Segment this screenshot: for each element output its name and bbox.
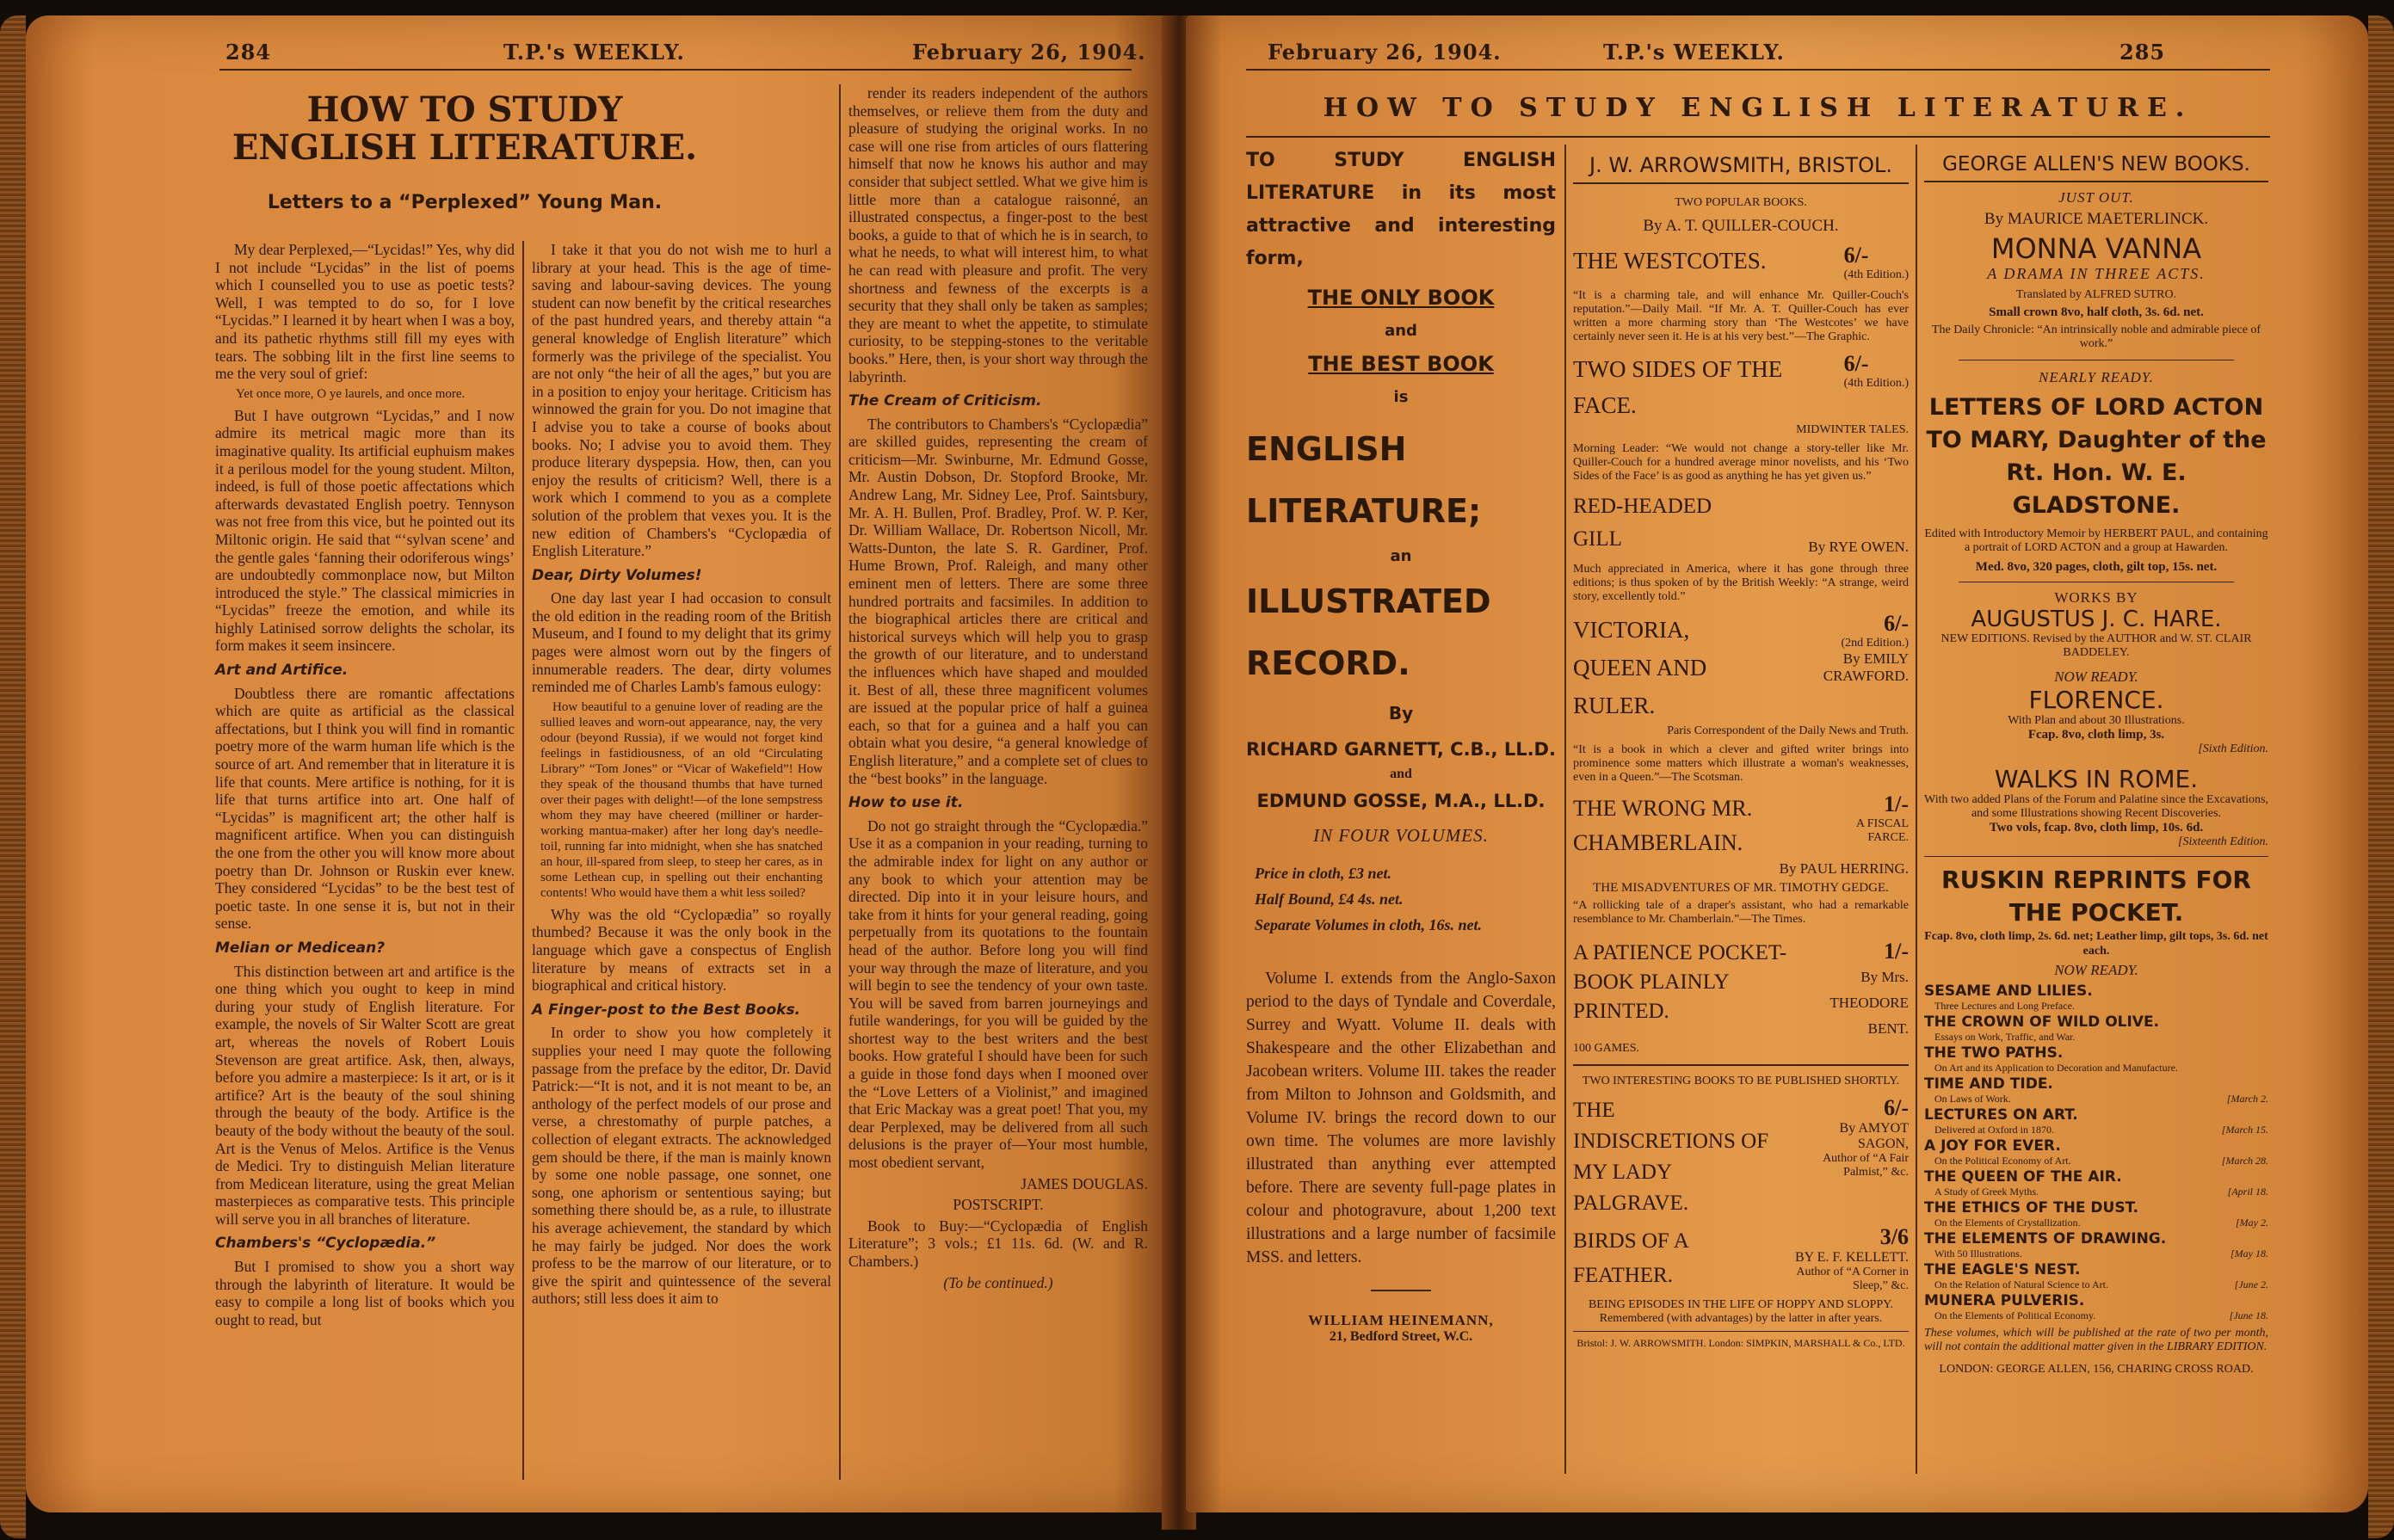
- author-note: Paris Correspondent of the Daily News and Truth.: [1667, 724, 1909, 737]
- book-price: 6/-: [1843, 243, 1869, 268]
- ruskin-date: [March 15.: [2221, 1124, 2268, 1136]
- review-quote: Morning Leader: “We would not change a story-teller like Mr. Quiller-Couch for a hundred average minor novelists, and his ‘Two Sides of the Face’ is as good as anything he has yet given us.”: [1573, 442, 1909, 483]
- book-price: 6/-: [1884, 611, 1909, 636]
- book-author: By Mrs. THEODORE BENT.: [1829, 969, 1909, 1037]
- book-author: By PAUL HERRING.: [1779, 860, 1909, 877]
- book-edge-right: [2368, 15, 2394, 1538]
- book-subtitle: THE MISADVENTURES OF MR. TIMOTHY GEDGE.: [1593, 881, 1889, 895]
- ruskin-date: [June 2.: [2234, 1278, 2268, 1291]
- by-maeterlinck: By MAURICE MAETERLINCK.: [1984, 210, 2209, 228]
- book-title-monna-vanna: MONNA VANNA: [1990, 232, 2202, 265]
- ruskin-title-item: [1924, 1230, 2268, 1260]
- ad-intro: TO STUDY ENGLISH LITERATURE in its most attractive and interesting form,: [1246, 150, 1556, 269]
- works-by: WORKS BY: [2054, 589, 2138, 606]
- paragraph: One day last year I had occasion to consult the old edition in the reading room of the British Museum, and I found to my delight that its grimy pages were almost worn out by the fingers of innumerable readers. The dear, dirty volumes reminded me of Charles Lamb's famous eulogy:: [532, 589, 831, 696]
- author-hare: AUGUSTUS J. C. HARE.: [1971, 607, 2222, 632]
- publisher-name: WILLIAM HEINEMANN,: [1308, 1312, 1494, 1328]
- ad-title-line: ILLUSTRATED: [1246, 582, 1491, 620]
- ruskin-title: THE ELEMENTS OF DRAWING.: [1924, 1230, 2167, 1247]
- publisher-imprint: LONDON: GEORGE ALLEN, 156, CHARING CROSS ROAD.: [1939, 1363, 2254, 1376]
- book-description: BEING EPISODES IN THE LIFE OF HOPPY AND SLOPPY. Remembered (with advantages) by the latter in after years.: [1588, 1298, 1894, 1325]
- ruskin-date: [May 2.: [2236, 1217, 2268, 1229]
- now-ready: NOW READY.: [2054, 962, 2138, 978]
- ad-head: J. W. ARROWSMITH, BRISTOL.: [1589, 153, 1892, 177]
- book-title: RED-HEADED GILL: [1573, 495, 1712, 551]
- farce-note: A FISCAL FARCE.: [1855, 817, 1909, 844]
- ruskin-subtitle: On the Elements of Political Economy.: [1934, 1309, 2096, 1321]
- ruskin-title: THE CROWN OF WILD OLIVE.: [1924, 1013, 2160, 1031]
- paragraph: The contributors to Chambers's “Cyclopædia” are skilled guides, representing the cream of criticism—Mr. Swinburne, Mr. Edmund Gosse, Mr. Austin Dobson, Dr. Stopford Brooke, Mr. Andrew Lang, Mr. Sidney Lee, Prof. Saintsbury, Mr. A. H. Bullen, Prof. Bradley, Prof. W. P. Ker, Dr. William Wallace, Dr. Robertson Nicoll, Mr. Watts-Dunton, the late S. R. Gardiner, Prof. Hume Brown, Prof. Raleigh, and many other eminent men of letters. There are some three hundred portraits and facsimiles. In addition to the biographical articles there are critical and historical surveys which will help you to grasp the growth of our literature, and to understand the influences which have shaped and moulded it. Best of all, these three magnificent volumes are issued at the popular price of half a guinea each, so that for a guinea and a half you can obtain what you desire, “a general knowledge of English literature,” and a complete set of clues to the “best books” in the language.: [848, 415, 1148, 787]
- translator: Translated by ALFRED SUTRO.: [2015, 288, 2177, 301]
- article-headline: HOW TO STUDY ENGLISH LITERATURE.: [231, 89, 698, 168]
- and-word: and: [1390, 767, 1412, 781]
- ruskin-title-item: [1924, 1075, 2268, 1105]
- price-line: Price in cloth, £3 net.: [1255, 865, 1391, 882]
- book-title: TWO SIDES OF THE FACE.: [1573, 356, 1783, 418]
- ruskin-title-item: [1924, 1013, 2268, 1043]
- book-title: THE WRONG MR. CHAMBERLAIN.: [1573, 796, 1753, 855]
- ad-body-text: Volume I. extends from the Anglo-Saxon period to the days of Tyndale and Coverdale, Surrey and Wyatt. Volume II. deals with Shakespeare and the other Elizabethan and Jacobean writers. Volume III. takes the reader from Milton to Johnson and Goldsmith, and Volume IV. brings the record down to our own time. The volumes are more lavishly illustrated than anything ever attempted before. There are seventy full-page plates in colour and photogravure, about 1,200 text illustrations and a large number of facsimile MSS. and letters.: [1246, 970, 1556, 1266]
- now-ready: NOW READY.: [2054, 668, 2138, 685]
- shortly-heading: TWO INTERESTING BOOKS TO BE PUBLISHED SHORTLY.: [1582, 1075, 1900, 1087]
- lamb-quotation: How beautiful to a genuine lover of reading are the sullied leaves and worn-out appearance, nay, the very odour (beyond Russia), if we would not forget kind feelings in fastidiousness, of an old “Circulating Library” “Tom Jones” or “Vicar of Wakefield”! How they speak of the thousand thumbs that have turned over their pages with delight!—of the lone sempstress whom they may have cheered (milliner or harder-working mantua-maker) after her long day's needle-toil, running far into midnight, when she has snatched an hour, ill-spared from sleep, to steep her cares, as in some Lethean cup, in spelling out their enchanting contents! Who would have them a whit less soiled?: [540, 699, 823, 900]
- format-line: Fcap. 8vo, cloth limp, 3s.: [2027, 728, 2165, 742]
- section-heading: The Cream of Criticism.: [848, 392, 1042, 410]
- ruskin-subtitle: Delivered at Oxford in 1870.: [1934, 1124, 2054, 1136]
- running-title: T.P.'s WEEKLY.: [503, 40, 685, 65]
- review-quote: “It is a book in which a clever and gifted writer brings into prominence some matters which illustrate a woman's weaknesses, even in a Queen.”—The Scotsman.: [1573, 743, 1909, 784]
- author-garnett: RICHARD GARNETT, C.B., LL.D.: [1246, 739, 1556, 760]
- book-price: 1/-: [1884, 792, 1909, 816]
- postscript-label: POSTSCRIPT.: [953, 1196, 1044, 1214]
- book-title-walks-in-rome: WALKS IN ROME.: [1994, 765, 2199, 793]
- page-number: 285: [2119, 40, 2166, 65]
- column-2: [532, 241, 831, 1480]
- by-word: By: [1388, 703, 1414, 724]
- review-quote: The Daily Chronicle: “An intrinsically noble and admirable piece of work.”: [1931, 323, 2261, 350]
- page-number: 284: [225, 40, 272, 65]
- ad-head: GEORGE ALLEN'S NEW BOOKS.: [1942, 153, 2250, 176]
- ruskin-title: THE QUEEN OF THE AIR.: [1924, 1168, 2122, 1186]
- author-note: Author of “A Fair Palmist,” &c.: [1823, 1152, 1909, 1179]
- column-divider: [1564, 145, 1566, 1474]
- column-divider: [1916, 145, 1917, 1474]
- book-title: A PATIENCE POCKET-BOOK PLAINLY PRINTED.: [1573, 941, 1787, 1023]
- section-heading: A Finger-post to the Best Books.: [532, 1001, 801, 1019]
- banner-rule: [1246, 136, 2270, 138]
- ruskin-title-list: [1924, 983, 2268, 1321]
- author-gosse: EDMUND GOSSE, M.A., LL.D.: [1256, 791, 1546, 811]
- is-word: is: [1393, 388, 1409, 406]
- review-quote: “A rollicking tale of a draper's assistant, who had a remarkable resemblance to Mr. Chamberlain.”—The Times.: [1573, 899, 1909, 926]
- book-title: BIRDS OF A FEATHER.: [1573, 1229, 1688, 1287]
- publisher-imprint: Bristol: J. W. ARROWSMITH. London: SIMPKIN, MARSHALL & Co., LTD.: [1576, 1337, 1905, 1349]
- volumes-note: IN FOUR VOLUMES.: [1313, 825, 1489, 846]
- section-heading: Melian or Medicean?: [215, 939, 386, 957]
- book-note: With Plan and about 30 Illustrations.: [2008, 714, 2185, 727]
- column-1: [215, 241, 515, 1480]
- ruskin-title-item: [1924, 1292, 2268, 1321]
- format-line: Small crown 8vo, half cloth, 3s. 6d. net.: [1989, 305, 2204, 319]
- book-author: By EMILY CRAWFORD.: [1823, 650, 1909, 684]
- paragraph: I take it that you do not wish me to hurl a library at your head. This is the age of time-saving and labour-saving devices. The young student can now benefit by the critical researches of the past hundred years, and thereby attain “a general knowledge of English literature” which formerly was the privilege of the specialist. You are not only “the heir of all the ages,” but you are in a position to enjoy your heritage. Criticism has winnowed the grain for you. Do not imagine that I advise you to take a course of books about books. No; I advise you to avoid them. They produce literary dyspepsia. How, then, can you enjoy the results of criticism? Well, there is a work which I commend to you as a complete solution of the problem that vexes you. It is the new edition of Chambers's “Cyclopædia of English Literature.”: [532, 241, 831, 560]
- edition-note: (4th Edition.): [1843, 268, 1909, 281]
- ruskin-title: THE ETHICS OF THE DUST.: [1924, 1199, 2139, 1217]
- verse-line: Yet once more, O ye laurels, and once more.: [236, 386, 466, 401]
- ruskin-title-item: [1924, 1106, 2268, 1136]
- ad-title-line: ENGLISH: [1246, 430, 1407, 468]
- book-title-acton-letters: LETTERS OF LORD ACTON TO MARY, Daughter of the Rt. Hon. W. E. GLADSTONE.: [1926, 394, 2267, 519]
- book-author: By RYE OWEN.: [1808, 539, 1909, 555]
- price-line: Separate Volumes in cloth, 16s. net.: [1255, 916, 1483, 933]
- and-word: and: [1385, 322, 1417, 340]
- book-note: With two added Plans of the Forum and Palatine since the Excavations, and some Illustrations showing Recent Discoveries.: [1924, 793, 2268, 820]
- paragraph: This distinction between art and artifice is the one thing which you ought to keep in mind during your study of English literature. For example, the novels of Sir Walter Scott are great art, whereas the novels of Robert Louis Stevenson are great artifice. Ask, then, always, before you admire a masterpiece: Is it art, or is it artifice? Art is the beauty of the soul shining through the beauty of the body. Artifice is the beauty of the body without the beauty of the soul. Art is the Venus of Melos. Artifice is the Venus de Medici. Try to distinguish Melian literature from Medicean literature, using the great Melian masterpieces as comparative tests. This principle will serve you in all branches of literature.: [215, 962, 515, 1228]
- best-book: THE BEST BOOK: [1308, 352, 1494, 376]
- open-book-spread: [0, 15, 2394, 1540]
- ruskin-title: MUNERA PULVERIS.: [1924, 1292, 2085, 1309]
- ruskin-title: TIME AND TIDE.: [1924, 1075, 2053, 1093]
- two-popular-books: TWO POPULAR BOOKS.: [1675, 196, 1807, 209]
- ruskin-title: THE TWO PATHS.: [1924, 1044, 2064, 1062]
- column-3: [848, 84, 1148, 1480]
- series-note: These volumes, which will be published at the rate of two per month, will not contain the additional matter given in the LIBRARY EDITION.: [1924, 1327, 2268, 1353]
- ruskin-reprints-heading: RUSKIN REPRINTS FOR THE POCKET.: [1941, 865, 2251, 927]
- book-price: 6/-: [1843, 351, 1869, 376]
- section-heading: Chambers's “Cyclopædia.”: [215, 1235, 436, 1253]
- editor-note: Edited with Introductory Memoir by HERBERT PAUL, and containing a portrait of LORD ACTON and a group at Hawarden.: [1924, 527, 2268, 554]
- left-page: [26, 15, 1170, 1512]
- ruskin-subtitle: On the Elements of Crystallization.: [1934, 1217, 2081, 1229]
- format-line: Two vols, fcap. 8vo, cloth limp, 10s. 6d.: [1989, 821, 2204, 835]
- continued-note: (To be continued.): [943, 1273, 1053, 1291]
- book-title: THE INDISCRETIONS OF MY LADY PALGRAVE.: [1573, 1099, 1769, 1215]
- book-edge-left: [0, 15, 26, 1538]
- ruskin-title: THE EAGLE'S NEST.: [1924, 1261, 2081, 1278]
- games-note: 100 GAMES.: [1573, 1042, 1640, 1055]
- paragraph: But I have outgrown “Lycidas,” and I now admire its metrical magic more than its imaginative quality. Its artificial euphuism makes it a perilous model for the young student. Milton, indeed, is full of those poetic affectations which afterwards devastated English poetry. Tennyson was not free from this vice, but he pointed out its Miltonic origin. He said that “‘sylvan scene’ and the gentle gales ‘fanning their odoriferous wings’ are undoubtedly commonplace now, but Milton introduced the style.” The classical mimicries in “Lycidas” freeze the emotion, and while its highly Latinised sorrow delights the scholar, its form makes it seem insincere.: [215, 406, 515, 655]
- review-quote: Much appreciated in America, where it has gone through three editions; is thus spoken of by the British Weekly: “A strange, weird story, excellently told.”: [1573, 563, 1909, 603]
- ruskin-subtitle: On the Political Economy of Art.: [1934, 1155, 2071, 1167]
- section-heading: Dear, Dirty Volumes!: [532, 566, 702, 584]
- advert-banner: HOW TO STUDY ENGLISH LITERATURE.: [1323, 93, 2193, 123]
- paragraph: Doubtless there are romantic affectations which are quite as artificial as the classical affectations, but I think you will find in romantic poetry more of the warm human life which is the source of art. And remember that in literature it is life that counts. Mere artifice is nothing, for it is life that turns artifice into art. One half of “Lycidas” is magnificent art; the other half is magnificent artifice. When you can distinguish the one from the other you will know more about poetry than Dr. Johnson or Ruskin ever knew. They considered “Lycidas” to be the best test of poetic taste. In one sense it is, but not in their sense.: [215, 684, 515, 933]
- paragraph: But I promised to show you a short way through the labyrinth of literature. It would be easy to compile a long list of books which you ought to read, but: [215, 1258, 515, 1328]
- ornament-rule: [1371, 1290, 1431, 1291]
- format-line: Med. 8vo, 320 pages, cloth, gilt top, 15s. net.: [1975, 560, 2218, 574]
- header-rule: [219, 69, 1132, 71]
- ruskin-subtitle: On the Relation of Natural Science to Art.: [1934, 1278, 2108, 1291]
- column-divider: [839, 84, 841, 1480]
- paragraph: In order to show you how completely it supplies your need I may quote the following passage from the preface by the editor, Dr. David Patrick:—“It is not, and it is not meant to be, an anthology of the perfect models of our prose and verse, a chrestomathy of purple patches, a collection of elegant extracts. The acknowledged gem should be there, if the man is mainly known by some one noble passage, one sonnet, one song, one aphorism or sententious saying; but something there should be, as a rule, to illustrate his average achievement, the standard by which he may fairly be judged. Nor does the work profess to be the marrow of our literature, or to give the spirit and quintessence of the several authors; still less does it aim to: [532, 1024, 831, 1308]
- header-rule: [1246, 69, 2270, 71]
- signature: JAMES DOUGLAS.: [1021, 1174, 1148, 1192]
- book-title: VICTORIA, QUEEN AND RULER.: [1573, 617, 1707, 718]
- article-subheadline: Letters to a “Perplexed” Young Man.: [267, 192, 663, 213]
- ruskin-title: SESAME AND LILIES.: [1924, 983, 2093, 1000]
- edition-note: [Sixth Edition.: [2198, 742, 2268, 755]
- heinemann-advert: [1246, 145, 1556, 1474]
- book-price: 1/-: [1884, 939, 1909, 964]
- book-subtitle: MIDWINTER TALES.: [1796, 423, 1909, 436]
- column-divider: [522, 241, 524, 1480]
- ruskin-subtitle: A Study of Greek Myths.: [1934, 1186, 2039, 1198]
- paragraph: My dear Perplexed,—“Lycidas!” Yes, why did I not include “Lycidas” in the list of poems which I counselled you to use as poetic tests? Well, I was tempted to do so, for I love “Lycidas.” I learned it by heart when I was a boy, and its pathetic rhythms still fill my eyes with tears. The sobbing lilt in the first line seems to me the very soul of grief:: [215, 241, 515, 383]
- ruskin-title: LECTURES ON ART.: [1924, 1106, 2078, 1124]
- ad-title-line: LITERATURE;: [1246, 492, 1482, 530]
- just-out: JUST OUT.: [2058, 189, 2134, 206]
- edition-note: [Sixteenth Edition.: [2178, 835, 2268, 848]
- ruskin-subtitle: Essays on Work, Traffic, and War.: [1934, 1031, 2076, 1043]
- book-price: 6/-: [1884, 1095, 1909, 1120]
- nearly-ready: NEARLY READY.: [2039, 369, 2154, 385]
- drama-note: A DRAMA IN THREE ACTS.: [1987, 265, 2206, 282]
- ruskin-subtitle: On Laws of Work.: [1934, 1093, 2011, 1105]
- author-note: Author of “A Corner in Sleep,” &c.: [1796, 1266, 1909, 1292]
- ruskin-subtitle: Three Lectures and Long Preface.: [1934, 1000, 2075, 1012]
- ruskin-subtitle: On Art and its Application to Decoration and Manufacture.: [1934, 1062, 2178, 1074]
- ruskin-date: [March 28.: [2221, 1155, 2268, 1167]
- paragraph: Why was the old “Cyclopædia” so royally thumbed? Because it was the only book in the language which gave a conspectus of English literature by means of extracts set in a biographical and critical history.: [532, 905, 831, 995]
- publisher-address: 21, Bedford Street, W.C.: [1329, 1329, 1473, 1344]
- ruskin-title-item: [1924, 983, 2268, 1012]
- ruskin-title-item: [1924, 1044, 2268, 1074]
- section-heading: Art and Artifice.: [215, 662, 349, 680]
- postscript: Book to Buy:—“Cyclopædia of English Literature”; 3 vols.; £1 11s. 6d. (W. and R. Chambers.): [848, 1217, 1148, 1270]
- running-title: T.P.'s WEEKLY.: [1603, 40, 1785, 65]
- format-line: Fcap. 8vo, cloth limp, 2s. 6d. net; Leather limp, gilt tops, 3s. 6d. net each.: [1924, 930, 2268, 958]
- paragraph: Do not go straight through the “Cyclopædia.” Use it as a companion in your reading, turning to the admirable index for light on any author or any book to which your attention may be directed. Dip into it in your leisure hours, and take from it hints for your general reading, going perpetually from its quotations to the fountain head of the author. Before long you will find your way through the maze of literature, and you will begin to see the tendency of your own taste. You will be saved from barren journeyings and futile wanderings, for you will be guided by the shortest way to the best writers and the best books. How grateful I should have been for such a guide in those fond days when I mooned over the “Love Letters of a Violinist,” and imagined that Eric Mackay was a great poet! That you, my dear Perplexed, may be delivered from all such delusions is the prayer of—Your most humble, most obedient servant,: [848, 816, 1148, 1172]
- review-quote: “It is a charming tale, and will enhance Mr. Quiller-Couch's reputation.”—Daily Mail. “If Mr. A. T. Quiller-Couch has ever written a more charming story than ‘The Westcotes’ we have certainly never seen it. He is at his very best.”—The Graphic.: [1573, 289, 1909, 343]
- issue-date: February 26, 1904.: [912, 40, 1146, 65]
- ruskin-date: [March 2.: [2226, 1093, 2268, 1105]
- new-editions: NEW EDITIONS. Revised by the AUTHOR and W. ST. CLAIR BADDELEY.: [1940, 632, 2252, 659]
- arrowsmith-advert: [1573, 153, 1909, 1474]
- book-price: 3/6: [1879, 1224, 1909, 1249]
- ruskin-title-item: [1924, 1199, 2268, 1229]
- ad-title-line: RECORD.: [1246, 644, 1410, 682]
- ruskin-title-item: [1924, 1168, 2268, 1198]
- book-title-florence: FLORENCE.: [2028, 686, 2164, 714]
- an-word: an: [1390, 547, 1412, 565]
- ruskin-subtitle: With 50 Illustrations.: [1934, 1247, 2022, 1260]
- ruskin-date: [May 18.: [2230, 1247, 2268, 1260]
- issue-date: February 26, 1904.: [1268, 40, 1502, 65]
- book-title: THE WESTCOTES.: [1573, 248, 1767, 274]
- ruskin-title: A JOY FOR EVER.: [1924, 1137, 2061, 1155]
- book-author: By AMYOT SAGON,: [1839, 1121, 1909, 1151]
- right-page: [1186, 15, 2368, 1512]
- price-line: Half Bound, £4 4s. net.: [1255, 890, 1404, 908]
- by-quiller-couch: By A. T. QUILLER-COUCH.: [1643, 217, 1839, 235]
- george-allen-advert: [1924, 153, 2268, 1474]
- ruskin-date: [April 18.: [2227, 1186, 2268, 1198]
- ruskin-title-item: [1924, 1261, 2268, 1291]
- only-book: THE ONLY BOOK: [1307, 286, 1495, 310]
- ruskin-title-item: [1924, 1137, 2268, 1167]
- ruskin-date: [June 18.: [2229, 1309, 2268, 1321]
- edition-note: (4th Edition.): [1843, 377, 1909, 390]
- section-heading: How to use it.: [848, 794, 964, 812]
- paragraph: render its readers independent of the authors themselves, or relieve them from the duty and pleasure of studying the original works. In no case will one rise from articles of ours flattering himself that now he knows his author and may consider that subject settled. What we give him is little more than a catalogue raisonné, an illustrated conspectus, a finger-post to the best books, a guide to that of which he is in search, to what he needs, to what will interest him, to what he can read with pleasure and profit. The very shortness and fewness of the excerpts is a security that they shall only be taken as samples; they are meant to whet the appetite, to stimulate curiosity, to be stepping-stones to the veritable books.” Here, then, is your short way through the labyrinth.: [848, 84, 1148, 385]
- book-author: BY E. F. KELLETT.: [1794, 1250, 1909, 1265]
- edition-note: (2nd Edition.): [1841, 637, 1909, 650]
